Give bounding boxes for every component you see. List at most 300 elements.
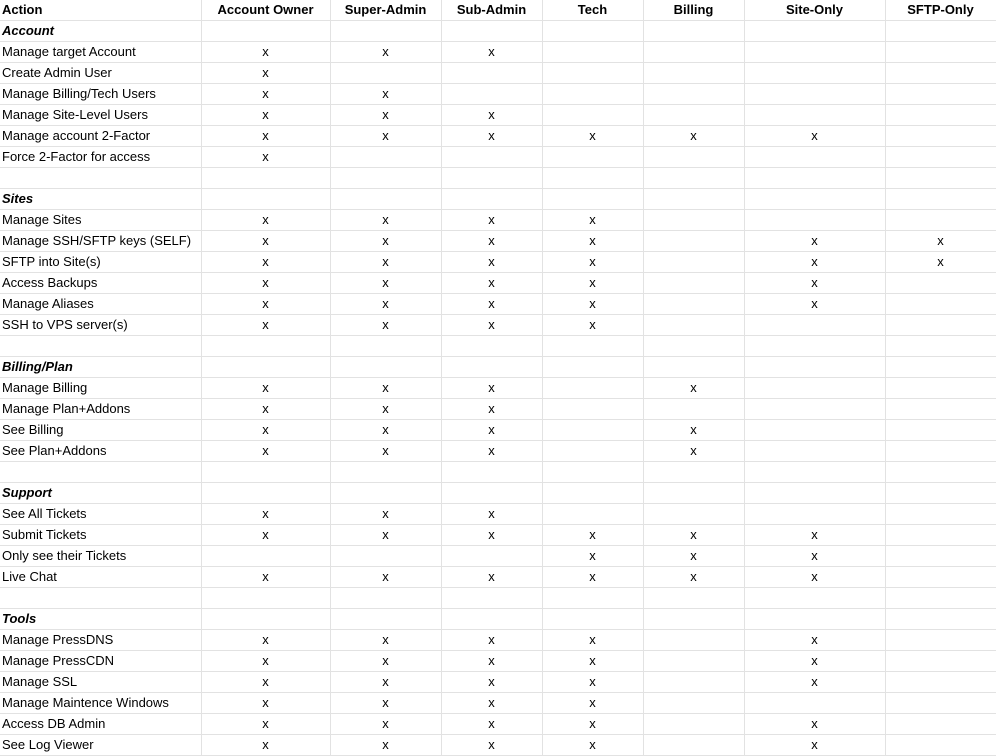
permission-cell-billing[interactable] bbox=[643, 84, 744, 105]
permission-cell-super-admin[interactable] bbox=[330, 147, 441, 168]
empty-cell[interactable] bbox=[441, 462, 542, 483]
column-header-super-admin[interactable]: Super-Admin bbox=[330, 0, 441, 21]
permission-cell-sftp-only[interactable] bbox=[885, 273, 996, 294]
permission-cell-super-admin[interactable] bbox=[330, 546, 441, 567]
empty-cell[interactable] bbox=[201, 21, 330, 42]
permission-cell-sub-admin[interactable]: x bbox=[441, 252, 542, 273]
permission-cell-site-only[interactable]: x bbox=[744, 735, 885, 756]
permission-cell-tech[interactable] bbox=[542, 84, 643, 105]
permission-cell-site-only[interactable]: x bbox=[744, 252, 885, 273]
action-label[interactable]: Manage Maintence Windows bbox=[0, 693, 201, 714]
permission-cell-tech[interactable]: x bbox=[542, 126, 643, 147]
permission-cell-site-only[interactable]: x bbox=[744, 273, 885, 294]
permission-cell-account-owner[interactable]: x bbox=[201, 735, 330, 756]
permission-cell-account-owner[interactable]: x bbox=[201, 378, 330, 399]
permission-cell-billing[interactable] bbox=[643, 714, 744, 735]
permission-cell-super-admin[interactable]: x bbox=[330, 399, 441, 420]
empty-cell[interactable] bbox=[885, 336, 996, 357]
permission-cell-super-admin[interactable]: x bbox=[330, 378, 441, 399]
permission-cell-account-owner[interactable]: x bbox=[201, 147, 330, 168]
permission-cell-sub-admin[interactable]: x bbox=[441, 630, 542, 651]
table-row bbox=[0, 105, 996, 126]
permission-cell-tech[interactable] bbox=[542, 63, 643, 84]
empty-cell[interactable] bbox=[744, 189, 885, 210]
section-row bbox=[0, 357, 996, 378]
column-header-sftp-only[interactable]: SFTP-Only bbox=[885, 0, 996, 21]
empty-cell[interactable] bbox=[744, 609, 885, 630]
table-row bbox=[0, 42, 996, 63]
permission-cell-billing[interactable] bbox=[643, 210, 744, 231]
section-heading[interactable]: Sites bbox=[0, 189, 201, 210]
permission-cell-account-owner[interactable]: x bbox=[201, 399, 330, 420]
empty-cell[interactable] bbox=[201, 336, 330, 357]
permission-cell-site-only[interactable] bbox=[744, 378, 885, 399]
permission-cell-account-owner[interactable]: x bbox=[201, 693, 330, 714]
permission-cell-site-only[interactable]: x bbox=[744, 714, 885, 735]
permission-cell-tech[interactable]: x bbox=[542, 630, 643, 651]
action-label[interactable]: Manage Aliases bbox=[0, 294, 201, 315]
permission-cell-sftp-only[interactable] bbox=[885, 567, 996, 588]
permission-cell-account-owner[interactable]: x bbox=[201, 651, 330, 672]
permission-cell-billing[interactable]: x bbox=[643, 546, 744, 567]
permission-cell-account-owner[interactable]: x bbox=[201, 231, 330, 252]
permission-cell-tech[interactable]: x bbox=[542, 693, 643, 714]
permission-cell-account-owner[interactable]: x bbox=[201, 504, 330, 525]
permission-cell-site-only[interactable]: x bbox=[744, 546, 885, 567]
action-label[interactable]: Only see their Tickets bbox=[0, 546, 201, 567]
permission-cell-super-admin[interactable]: x bbox=[330, 630, 441, 651]
empty-cell[interactable] bbox=[441, 588, 542, 609]
empty-cell[interactable] bbox=[201, 168, 330, 189]
action-label[interactable]: SFTP into Site(s) bbox=[0, 252, 201, 273]
table-row bbox=[0, 504, 996, 525]
permission-cell-tech[interactable]: x bbox=[542, 735, 643, 756]
permission-cell-billing[interactable] bbox=[643, 672, 744, 693]
permission-cell-site-only[interactable] bbox=[744, 693, 885, 714]
permission-cell-account-owner[interactable]: x bbox=[201, 420, 330, 441]
action-label[interactable]: Manage Billing bbox=[0, 378, 201, 399]
permission-cell-site-only[interactable] bbox=[744, 63, 885, 84]
permission-cell-sub-admin[interactable]: x bbox=[441, 126, 542, 147]
empty-cell[interactable] bbox=[885, 189, 996, 210]
empty-cell[interactable] bbox=[643, 609, 744, 630]
empty-cell[interactable] bbox=[542, 483, 643, 504]
permission-cell-account-owner[interactable]: x bbox=[201, 714, 330, 735]
permission-cell-billing[interactable] bbox=[643, 735, 744, 756]
permission-cell-billing[interactable] bbox=[643, 315, 744, 336]
action-label[interactable]: See Plan+Addons bbox=[0, 441, 201, 462]
empty-cell[interactable] bbox=[441, 357, 542, 378]
permission-cell-sftp-only[interactable] bbox=[885, 42, 996, 63]
column-header-billing[interactable]: Billing bbox=[643, 0, 744, 21]
column-header-tech[interactable]: Tech bbox=[542, 0, 643, 21]
table-row bbox=[0, 294, 996, 315]
permission-cell-sftp-only[interactable] bbox=[885, 420, 996, 441]
permission-cell-site-only[interactable] bbox=[744, 42, 885, 63]
permission-cell-sub-admin[interactable] bbox=[441, 147, 542, 168]
permission-cell-super-admin[interactable]: x bbox=[330, 441, 441, 462]
empty-cell[interactable] bbox=[542, 609, 643, 630]
empty-cell[interactable] bbox=[0, 168, 201, 189]
permission-cell-site-only[interactable]: x bbox=[744, 126, 885, 147]
permission-cell-sftp-only[interactable] bbox=[885, 546, 996, 567]
empty-cell[interactable] bbox=[542, 168, 643, 189]
permission-cell-account-owner[interactable]: x bbox=[201, 105, 330, 126]
permission-cell-sub-admin[interactable]: x bbox=[441, 105, 542, 126]
empty-cell[interactable] bbox=[744, 462, 885, 483]
permission-cell-tech[interactable]: x bbox=[542, 546, 643, 567]
section-heading[interactable]: Support bbox=[0, 483, 201, 504]
permission-cell-tech[interactable] bbox=[542, 147, 643, 168]
permission-cell-account-owner[interactable]: x bbox=[201, 567, 330, 588]
permission-cell-site-only[interactable]: x bbox=[744, 651, 885, 672]
empty-cell[interactable] bbox=[542, 357, 643, 378]
permission-cell-site-only[interactable] bbox=[744, 105, 885, 126]
permission-cell-sub-admin[interactable]: x bbox=[441, 315, 542, 336]
permission-cell-sftp-only[interactable] bbox=[885, 504, 996, 525]
empty-cell[interactable] bbox=[542, 336, 643, 357]
permission-cell-sftp-only[interactable] bbox=[885, 294, 996, 315]
action-label[interactable]: Manage Billing/Tech Users bbox=[0, 84, 201, 105]
table-row bbox=[0, 630, 996, 651]
permission-cell-account-owner[interactable]: x bbox=[201, 42, 330, 63]
permission-cell-billing[interactable]: x bbox=[643, 525, 744, 546]
permission-cell-site-only[interactable] bbox=[744, 147, 885, 168]
empty-cell[interactable] bbox=[330, 336, 441, 357]
permission-cell-tech[interactable]: x bbox=[542, 273, 643, 294]
permission-cell-sftp-only[interactable] bbox=[885, 315, 996, 336]
permission-cell-super-admin[interactable]: x bbox=[330, 735, 441, 756]
action-label[interactable]: Manage account 2-Factor bbox=[0, 126, 201, 147]
empty-cell[interactable] bbox=[643, 462, 744, 483]
empty-cell[interactable] bbox=[542, 189, 643, 210]
permission-cell-tech[interactable]: x bbox=[542, 231, 643, 252]
blank-row bbox=[0, 462, 996, 483]
permission-cell-site-only[interactable] bbox=[744, 399, 885, 420]
empty-cell[interactable] bbox=[885, 483, 996, 504]
permission-cell-tech[interactable] bbox=[542, 441, 643, 462]
permission-cell-tech[interactable] bbox=[542, 105, 643, 126]
action-label[interactable]: See Billing bbox=[0, 420, 201, 441]
permission-cell-tech[interactable] bbox=[542, 399, 643, 420]
permission-cell-super-admin[interactable]: x bbox=[330, 294, 441, 315]
permission-cell-account-owner[interactable]: x bbox=[201, 441, 330, 462]
empty-cell[interactable] bbox=[330, 609, 441, 630]
section-heading[interactable]: Billing/Plan bbox=[0, 357, 201, 378]
permission-cell-sub-admin[interactable]: x bbox=[441, 231, 542, 252]
permission-cell-sub-admin[interactable]: x bbox=[441, 210, 542, 231]
permission-cell-sub-admin[interactable]: x bbox=[441, 294, 542, 315]
permission-cell-site-only[interactable] bbox=[744, 504, 885, 525]
action-label[interactable]: Manage SSH/SFTP keys (SELF) bbox=[0, 231, 201, 252]
permission-cell-super-admin[interactable]: x bbox=[330, 567, 441, 588]
permission-cell-sftp-only[interactable]: x bbox=[885, 252, 996, 273]
permission-cell-billing[interactable] bbox=[643, 651, 744, 672]
empty-cell[interactable] bbox=[885, 21, 996, 42]
permission-cell-sftp-only[interactable] bbox=[885, 672, 996, 693]
action-label[interactable]: Create Admin User bbox=[0, 63, 201, 84]
empty-cell[interactable] bbox=[744, 588, 885, 609]
permission-cell-sftp-only[interactable] bbox=[885, 735, 996, 756]
permission-cell-tech[interactable]: x bbox=[542, 252, 643, 273]
permission-cell-billing[interactable] bbox=[643, 294, 744, 315]
action-label[interactable]: Manage Plan+Addons bbox=[0, 399, 201, 420]
empty-cell[interactable] bbox=[201, 483, 330, 504]
permission-cell-super-admin[interactable] bbox=[330, 63, 441, 84]
empty-cell[interactable] bbox=[330, 357, 441, 378]
permission-cell-sub-admin[interactable]: x bbox=[441, 714, 542, 735]
table-row bbox=[0, 714, 996, 735]
permission-cell-sftp-only[interactable] bbox=[885, 651, 996, 672]
permission-cell-super-admin[interactable]: x bbox=[330, 651, 441, 672]
permission-cell-account-owner[interactable] bbox=[201, 546, 330, 567]
empty-cell[interactable] bbox=[542, 21, 643, 42]
permission-cell-tech[interactable] bbox=[542, 42, 643, 63]
permission-cell-billing[interactable] bbox=[643, 147, 744, 168]
permission-cell-billing[interactable] bbox=[643, 42, 744, 63]
empty-cell[interactable] bbox=[330, 168, 441, 189]
permission-cell-super-admin[interactable]: x bbox=[330, 525, 441, 546]
permission-cell-tech[interactable]: x bbox=[542, 315, 643, 336]
permission-cell-account-owner[interactable]: x bbox=[201, 252, 330, 273]
empty-cell[interactable] bbox=[0, 588, 201, 609]
empty-cell[interactable] bbox=[643, 21, 744, 42]
empty-cell[interactable] bbox=[330, 588, 441, 609]
permission-cell-sub-admin[interactable]: x bbox=[441, 399, 542, 420]
permission-cell-super-admin[interactable]: x bbox=[330, 231, 441, 252]
permission-cell-sftp-only[interactable]: x bbox=[885, 231, 996, 252]
permission-cell-billing[interactable] bbox=[643, 630, 744, 651]
permission-cell-site-only[interactable]: x bbox=[744, 294, 885, 315]
empty-cell[interactable] bbox=[201, 357, 330, 378]
action-label[interactable]: SSH to VPS server(s) bbox=[0, 315, 201, 336]
empty-cell[interactable] bbox=[330, 483, 441, 504]
permission-cell-sub-admin[interactable]: x bbox=[441, 441, 542, 462]
permission-cell-account-owner[interactable]: x bbox=[201, 63, 330, 84]
permission-cell-tech[interactable]: x bbox=[542, 714, 643, 735]
permission-cell-tech[interactable] bbox=[542, 420, 643, 441]
permission-cell-tech[interactable]: x bbox=[542, 294, 643, 315]
permission-cell-sftp-only[interactable] bbox=[885, 63, 996, 84]
permission-cell-sftp-only[interactable] bbox=[885, 378, 996, 399]
empty-cell[interactable] bbox=[643, 336, 744, 357]
table-row bbox=[0, 693, 996, 714]
empty-cell[interactable] bbox=[441, 21, 542, 42]
permission-cell-sub-admin[interactable]: x bbox=[441, 567, 542, 588]
permission-cell-super-admin[interactable]: x bbox=[330, 84, 441, 105]
permission-cell-site-only[interactable]: x bbox=[744, 231, 885, 252]
table-row bbox=[0, 147, 996, 168]
permission-cell-sftp-only[interactable] bbox=[885, 525, 996, 546]
permission-cell-super-admin[interactable]: x bbox=[330, 42, 441, 63]
empty-cell[interactable] bbox=[0, 462, 201, 483]
permission-cell-sftp-only[interactable] bbox=[885, 210, 996, 231]
permission-cell-sub-admin[interactable]: x bbox=[441, 378, 542, 399]
empty-cell[interactable] bbox=[643, 588, 744, 609]
permission-cell-super-admin[interactable]: x bbox=[330, 714, 441, 735]
permission-cell-site-only[interactable]: x bbox=[744, 672, 885, 693]
permission-cell-site-only[interactable] bbox=[744, 420, 885, 441]
permission-cell-super-admin[interactable]: x bbox=[330, 672, 441, 693]
permission-cell-sftp-only[interactable] bbox=[885, 441, 996, 462]
permission-cell-account-owner[interactable]: x bbox=[201, 84, 330, 105]
permission-cell-sftp-only[interactable] bbox=[885, 84, 996, 105]
permission-cell-billing[interactable]: x bbox=[643, 378, 744, 399]
action-label[interactable]: Manage Sites bbox=[0, 210, 201, 231]
permission-cell-billing[interactable] bbox=[643, 105, 744, 126]
empty-cell[interactable] bbox=[885, 588, 996, 609]
permission-cell-super-admin[interactable]: x bbox=[330, 273, 441, 294]
empty-cell[interactable] bbox=[744, 21, 885, 42]
empty-cell[interactable] bbox=[885, 168, 996, 189]
column-header-site-only[interactable]: Site-Only bbox=[744, 0, 885, 21]
permission-cell-billing[interactable] bbox=[643, 63, 744, 84]
blank-row bbox=[0, 168, 996, 189]
permission-cell-sub-admin[interactable]: x bbox=[441, 420, 542, 441]
permission-cell-tech[interactable]: x bbox=[542, 567, 643, 588]
permission-cell-tech[interactable]: x bbox=[542, 651, 643, 672]
permission-cell-billing[interactable] bbox=[643, 273, 744, 294]
empty-cell[interactable] bbox=[542, 462, 643, 483]
section-heading[interactable]: Tools bbox=[0, 609, 201, 630]
permission-cell-billing[interactable] bbox=[643, 252, 744, 273]
permission-cell-account-owner[interactable]: x bbox=[201, 315, 330, 336]
permission-cell-super-admin[interactable]: x bbox=[330, 420, 441, 441]
permission-cell-sub-admin[interactable]: x bbox=[441, 672, 542, 693]
empty-cell[interactable] bbox=[330, 189, 441, 210]
permission-cell-tech[interactable]: x bbox=[542, 672, 643, 693]
permission-cell-site-only[interactable] bbox=[744, 441, 885, 462]
permission-cell-sub-admin[interactable] bbox=[441, 84, 542, 105]
empty-cell[interactable] bbox=[885, 462, 996, 483]
action-label[interactable]: Access DB Admin bbox=[0, 714, 201, 735]
permission-cell-super-admin[interactable]: x bbox=[330, 210, 441, 231]
empty-cell[interactable] bbox=[201, 609, 330, 630]
permission-cell-site-only[interactable]: x bbox=[744, 567, 885, 588]
empty-cell[interactable] bbox=[885, 609, 996, 630]
permission-cell-super-admin[interactable]: x bbox=[330, 693, 441, 714]
action-label[interactable]: See Log Viewer bbox=[0, 735, 201, 756]
permission-cell-billing[interactable] bbox=[643, 693, 744, 714]
permission-cell-super-admin[interactable]: x bbox=[330, 504, 441, 525]
empty-cell[interactable] bbox=[201, 462, 330, 483]
permission-cell-sftp-only[interactable] bbox=[885, 714, 996, 735]
permission-cell-sftp-only[interactable] bbox=[885, 126, 996, 147]
action-label[interactable]: Manage target Account bbox=[0, 42, 201, 63]
empty-cell[interactable] bbox=[542, 588, 643, 609]
action-label[interactable]: Manage Site-Level Users bbox=[0, 105, 201, 126]
empty-cell[interactable] bbox=[643, 483, 744, 504]
empty-cell[interactable] bbox=[0, 336, 201, 357]
permission-cell-tech[interactable] bbox=[542, 504, 643, 525]
action-label[interactable]: Live Chat bbox=[0, 567, 201, 588]
action-label[interactable]: Manage PressCDN bbox=[0, 651, 201, 672]
empty-cell[interactable] bbox=[744, 168, 885, 189]
empty-cell[interactable] bbox=[441, 336, 542, 357]
permission-cell-billing[interactable] bbox=[643, 399, 744, 420]
permission-cell-site-only[interactable] bbox=[744, 210, 885, 231]
empty-cell[interactable] bbox=[330, 462, 441, 483]
permission-cell-account-owner[interactable]: x bbox=[201, 273, 330, 294]
action-label[interactable]: Access Backups bbox=[0, 273, 201, 294]
empty-cell[interactable] bbox=[643, 189, 744, 210]
permission-cell-sub-admin[interactable] bbox=[441, 546, 542, 567]
permission-cell-sub-admin[interactable]: x bbox=[441, 273, 542, 294]
section-heading[interactable]: Account bbox=[0, 21, 201, 42]
permission-cell-site-only[interactable]: x bbox=[744, 525, 885, 546]
action-label[interactable]: Manage PressDNS bbox=[0, 630, 201, 651]
permission-cell-super-admin[interactable]: x bbox=[330, 105, 441, 126]
permission-cell-account-owner[interactable]: x bbox=[201, 525, 330, 546]
empty-cell[interactable] bbox=[330, 21, 441, 42]
permission-cell-account-owner[interactable]: x bbox=[201, 630, 330, 651]
empty-cell[interactable] bbox=[441, 189, 542, 210]
permission-cell-account-owner[interactable]: x bbox=[201, 126, 330, 147]
empty-cell[interactable] bbox=[744, 357, 885, 378]
permission-cell-billing[interactable] bbox=[643, 231, 744, 252]
permission-cell-super-admin[interactable]: x bbox=[330, 126, 441, 147]
empty-cell[interactable] bbox=[744, 336, 885, 357]
action-label[interactable]: Force 2-Factor for access bbox=[0, 147, 201, 168]
permission-cell-super-admin[interactable]: x bbox=[330, 252, 441, 273]
permission-cell-billing[interactable] bbox=[643, 504, 744, 525]
permission-cell-sftp-only[interactable] bbox=[885, 147, 996, 168]
permission-cell-sub-admin[interactable]: x bbox=[441, 42, 542, 63]
permission-cell-sftp-only[interactable] bbox=[885, 399, 996, 420]
empty-cell[interactable] bbox=[201, 189, 330, 210]
empty-cell[interactable] bbox=[441, 483, 542, 504]
permission-cell-site-only[interactable] bbox=[744, 84, 885, 105]
permission-cell-billing[interactable]: x bbox=[643, 420, 744, 441]
empty-cell[interactable] bbox=[885, 357, 996, 378]
permission-cell-site-only[interactable]: x bbox=[744, 630, 885, 651]
permission-cell-sub-admin[interactable] bbox=[441, 63, 542, 84]
empty-cell[interactable] bbox=[441, 609, 542, 630]
action-label[interactable]: Submit Tickets bbox=[0, 525, 201, 546]
permission-cell-billing[interactable]: x bbox=[643, 567, 744, 588]
permission-cell-sftp-only[interactable] bbox=[885, 693, 996, 714]
action-label[interactable]: Manage SSL bbox=[0, 672, 201, 693]
permission-cell-billing[interactable]: x bbox=[643, 126, 744, 147]
permission-cell-tech[interactable]: x bbox=[542, 525, 643, 546]
action-label[interactable]: See All Tickets bbox=[0, 504, 201, 525]
column-header-action[interactable]: Action bbox=[0, 0, 201, 21]
empty-cell[interactable] bbox=[744, 483, 885, 504]
blank-row bbox=[0, 588, 996, 609]
permission-cell-sub-admin[interactable]: x bbox=[441, 525, 542, 546]
empty-cell[interactable] bbox=[441, 168, 542, 189]
empty-cell[interactable] bbox=[643, 168, 744, 189]
column-header-sub-admin[interactable]: Sub-Admin bbox=[441, 0, 542, 21]
permission-cell-sub-admin[interactable]: x bbox=[441, 693, 542, 714]
empty-cell[interactable] bbox=[643, 357, 744, 378]
permission-cell-account-owner[interactable]: x bbox=[201, 210, 330, 231]
permission-cell-tech[interactable]: x bbox=[542, 210, 643, 231]
permission-cell-sftp-only[interactable] bbox=[885, 630, 996, 651]
permission-cell-billing[interactable]: x bbox=[643, 441, 744, 462]
permission-cell-sub-admin[interactable]: x bbox=[441, 504, 542, 525]
permission-cell-site-only[interactable] bbox=[744, 315, 885, 336]
permission-cell-tech[interactable] bbox=[542, 378, 643, 399]
empty-cell[interactable] bbox=[201, 588, 330, 609]
column-header-account-owner[interactable]: Account Owner bbox=[201, 0, 330, 21]
permission-cell-sub-admin[interactable]: x bbox=[441, 735, 542, 756]
permission-cell-account-owner[interactable]: x bbox=[201, 294, 330, 315]
permission-cell-super-admin[interactable]: x bbox=[330, 315, 441, 336]
permission-cell-sftp-only[interactable] bbox=[885, 105, 996, 126]
permission-cell-sub-admin[interactable]: x bbox=[441, 651, 542, 672]
permission-cell-account-owner[interactable]: x bbox=[201, 672, 330, 693]
